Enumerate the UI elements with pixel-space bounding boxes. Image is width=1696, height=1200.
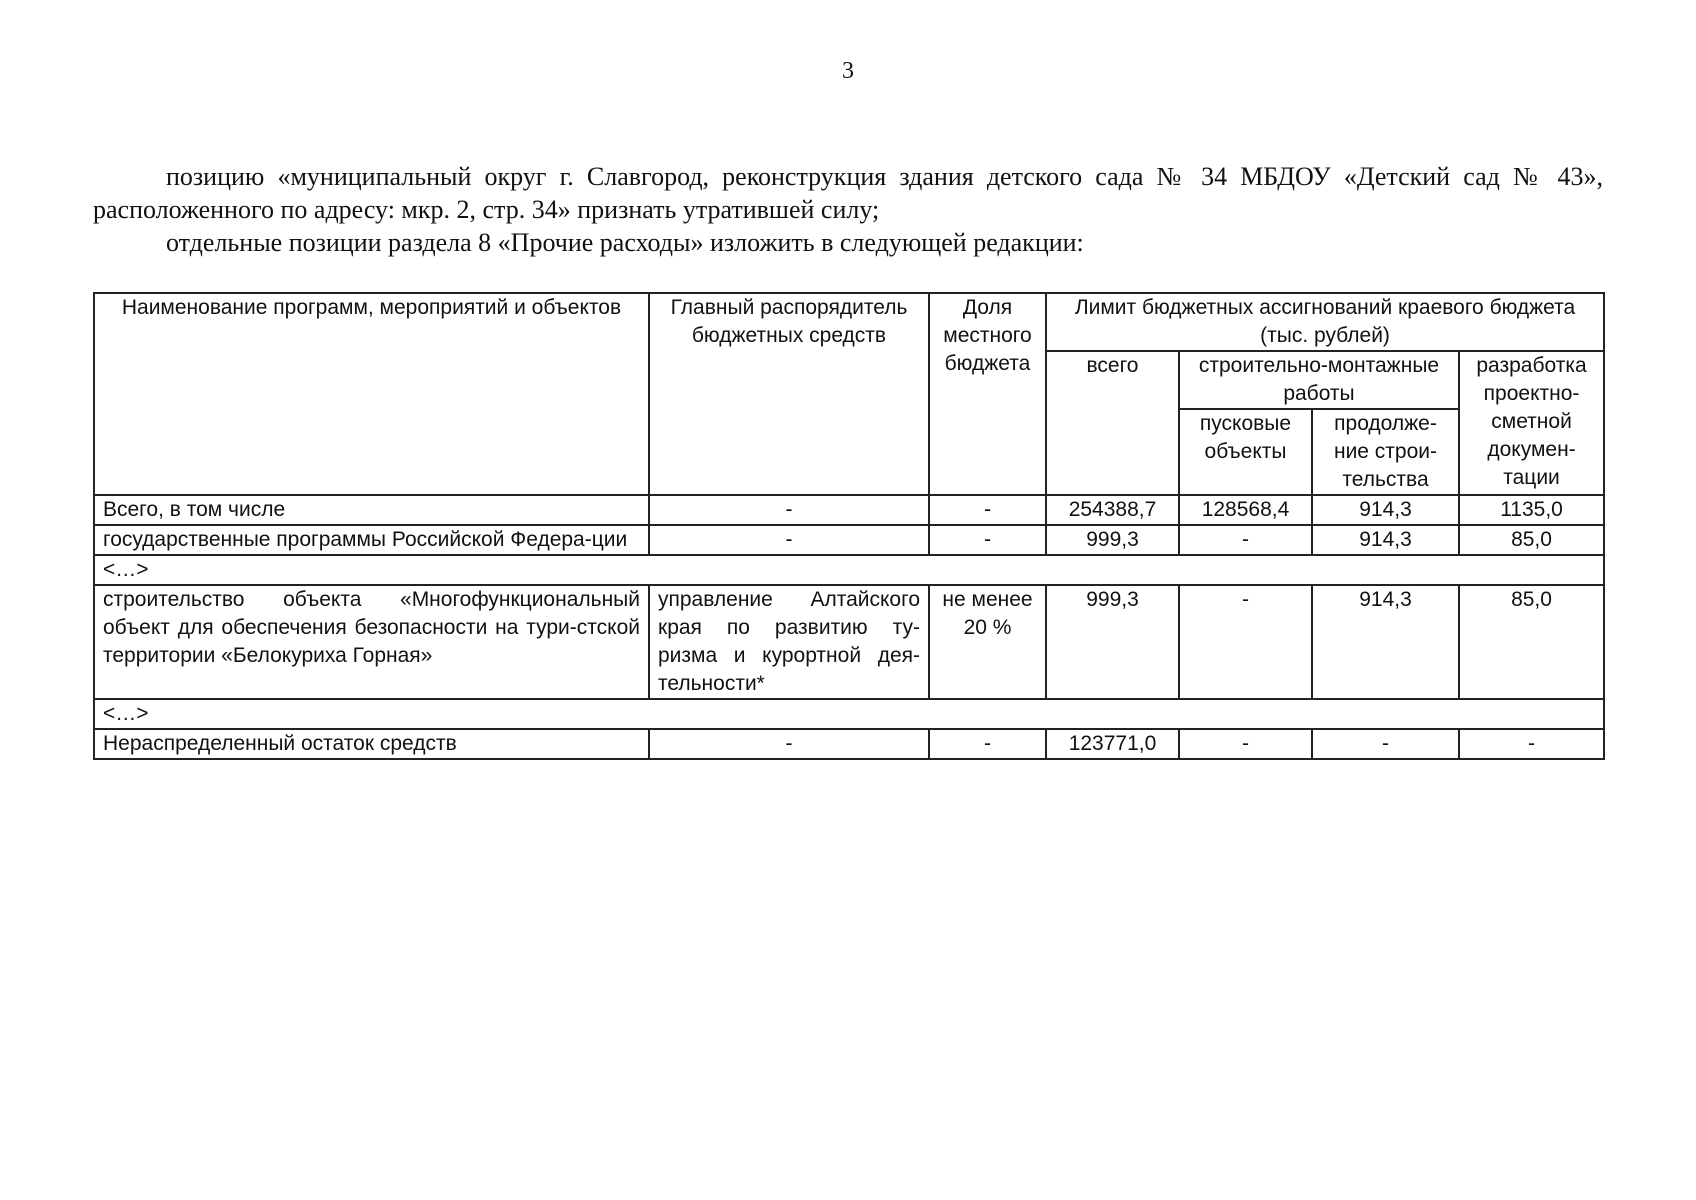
header-local-share: Доля местного бюджета: [929, 293, 1046, 495]
header-continuation: продолже-ние строи-тельства: [1312, 409, 1459, 495]
header-construction: строительно-монтажные работы: [1179, 351, 1459, 409]
page-number: 3: [842, 58, 854, 84]
ellipsis-cell: <…>: [94, 699, 1604, 729]
row-total: 999,3: [1046, 585, 1179, 699]
table-row: [94, 729, 1604, 759]
row-name: строительство объекта «Многофункциональный объект для обеспечения безопасности на тури-стской территории «Белокуриха Горная»: [94, 585, 649, 699]
ellipsis-cell: <…>: [94, 555, 1604, 585]
row-continuation: -: [1312, 729, 1459, 759]
row-local-share: -: [929, 729, 1046, 759]
row-launch: 128568,4: [1179, 495, 1312, 525]
row-launch: -: [1179, 729, 1312, 759]
row-launch: -: [1179, 525, 1312, 555]
table-row: [94, 495, 1604, 525]
row-manager: -: [649, 525, 929, 555]
budget-table: [93, 292, 1605, 760]
row-launch: -: [1179, 585, 1312, 699]
row-manager: управление Алтайского края по развитию ту-ризма и курортной дея-тельности*: [649, 585, 929, 699]
row-total: 999,3: [1046, 525, 1179, 555]
row-local-share: не менее 20 %: [929, 585, 1046, 699]
table-row: [94, 525, 1604, 555]
row-name: Всего, в том числе: [94, 495, 649, 525]
header-design: разработка проектно-сметной докумен-тации: [1459, 351, 1604, 495]
header-total: всего: [1046, 351, 1179, 495]
row-manager: -: [649, 729, 929, 759]
header-name: Наименование программ, мероприятий и объектов: [94, 293, 649, 495]
row-continuation: 914,3: [1312, 585, 1459, 699]
row-local-share: -: [929, 525, 1046, 555]
row-design: 85,0: [1459, 525, 1604, 555]
table-row-ellipsis: [94, 555, 1604, 585]
row-local-share: -: [929, 495, 1046, 525]
row-design: -: [1459, 729, 1604, 759]
row-total: 123771,0: [1046, 729, 1179, 759]
header-manager: Главный распорядитель бюджетных средств: [649, 293, 929, 495]
table-row: [94, 585, 1604, 699]
paragraph-1-text: позицию «муниципальный округ г. Славгород, реконструкция здания детского сада № 34 МБДОУ «Детский сад № 43», расположенного по адресу: мкр. 2, стр. 34» признать утратившей силу;: [93, 162, 1603, 224]
table-row-ellipsis: [94, 699, 1604, 729]
row-name: Нераспределенный остаток средств: [94, 729, 649, 759]
row-name: государственные программы Российской Федера-ции: [94, 525, 649, 555]
row-design: 1135,0: [1459, 495, 1604, 525]
row-manager: -: [649, 495, 929, 525]
header-launch: пусковые объекты: [1179, 409, 1312, 495]
header-limit: Лимит бюджетных ассигнований краевого бюджета (тыс. рублей): [1046, 293, 1604, 351]
paragraph-2: [166, 226, 1603, 259]
row-design: 85,0: [1459, 585, 1604, 699]
row-continuation: 914,3: [1312, 525, 1459, 555]
paragraph-1: [93, 160, 1603, 226]
row-continuation: 914,3: [1312, 495, 1459, 525]
paragraph-2-text: отдельные позиции раздела 8 «Прочие расходы» изложить в следующей редакции:: [166, 228, 1084, 257]
row-total: 254388,7: [1046, 495, 1179, 525]
